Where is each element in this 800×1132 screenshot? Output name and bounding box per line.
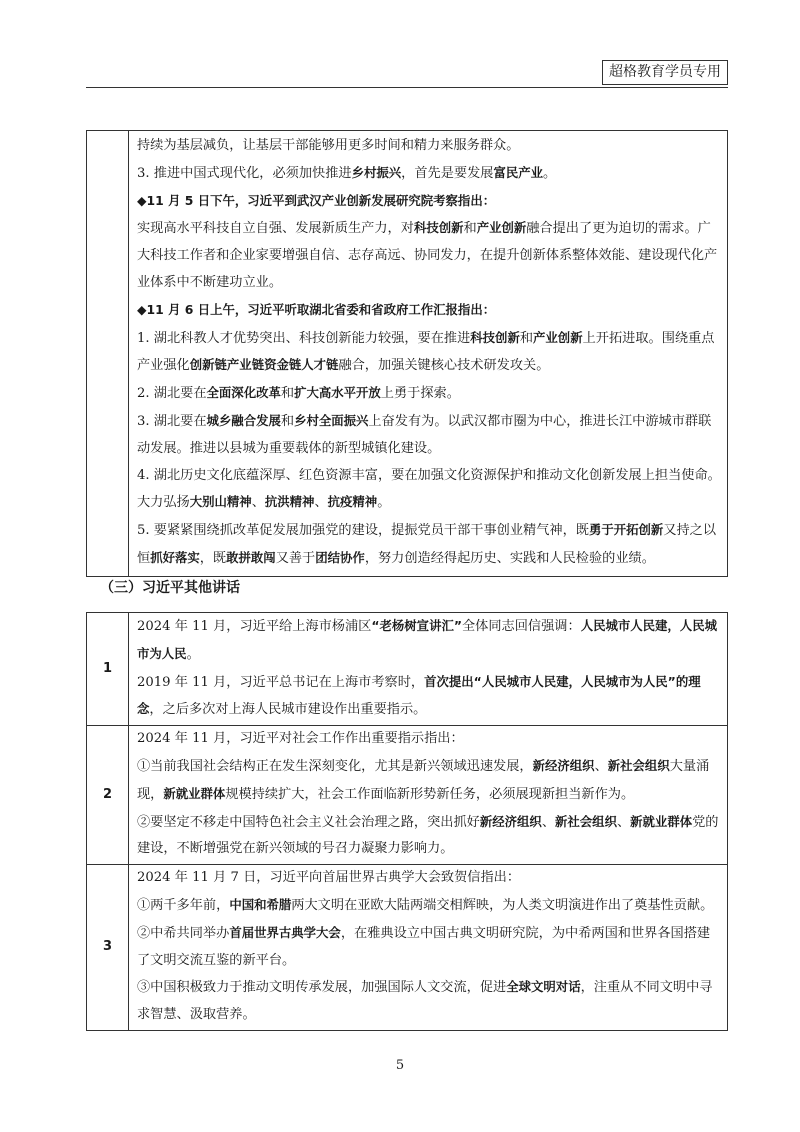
- paragraph: [137, 297, 721, 325]
- bold-text: 新就业群体: [630, 813, 693, 829]
- text-run: 3. 推进中国式现代化，必须加快推进: [137, 165, 352, 181]
- text-run: 2019 年 11 月，习近平总书记在上海市考察时，: [137, 674, 425, 690]
- bold-text: 产业创新: [476, 220, 527, 236]
- text-run: 2. 湖北要在: [137, 386, 207, 402]
- bold-text: 科技创新: [413, 220, 464, 236]
- text-run: 上奋发有为。以武汉都市圈为中心，推进长江中游城市群联动发展。推进以县城为重要载体的新型城镇化建设。: [137, 413, 712, 456]
- bold-text: “老杨树宣讲汇”: [371, 618, 462, 633]
- text-run: ，既: [199, 550, 227, 566]
- text-run: ①两千多年前，: [137, 897, 230, 913]
- text-run: 、: [616, 814, 631, 830]
- text-run: ，之后多次对上海人民城市建设作出重要指示。: [149, 702, 427, 718]
- paragraph: [137, 920, 721, 975]
- text-run: 上开拓进取。围绕重点产业强化: [137, 330, 715, 374]
- bold-text: 富民产业: [493, 164, 544, 180]
- bold-text: 扩大高水平开放: [294, 385, 381, 401]
- text-run: 上勇于探索。: [380, 386, 460, 402]
- bold-text: 乡村振兴: [351, 164, 402, 180]
- text-run: 融合提出了更为迫切的需求。广大科技工作者和企业家要增强自信、志存高远、协同发力，在提升创新体系整体效能、建设现代化产业体系中不断建功立业。: [137, 221, 718, 290]
- text-run: 两大文明在亚欧大陆两端交相辉映，为人类文明演进作出了奠基性贡献。: [291, 897, 714, 913]
- paragraph: [137, 325, 721, 381]
- text-run: 规模持续扩大，社会工作面临新形势新任务，必须展现新担当新作为。: [225, 786, 635, 802]
- bold-text: 首次提出“人民城市人民建，人民城市为人民”的理念: [137, 673, 701, 717]
- bold-text: 大别山精神: [189, 494, 252, 510]
- section-heading: （三）习近平其他讲话: [100, 580, 240, 596]
- text-run: 、: [251, 495, 265, 511]
- paragraph: [137, 809, 721, 864]
- bold-text: 新就业群体: [163, 785, 226, 801]
- bold-text: 人民城市人民建，人民城市为人民: [137, 618, 717, 661]
- bold-text: 首届世界古典学大会: [229, 924, 341, 940]
- text-run: ，首先是要发展: [401, 165, 494, 181]
- table-row: [87, 726, 728, 865]
- table-row: [87, 131, 728, 577]
- paragraph: [137, 463, 721, 518]
- bold-text: 新经济组织: [532, 757, 595, 773]
- text-run: 持续为基层减负，让基层干部能够用更多时间和精力来服务群众。: [137, 138, 520, 153]
- text-run: 5. 要紧紧围绕抓改革促发展加强党的建设，提振党员干部干事创业精气神，既: [137, 523, 589, 539]
- bold-text: 中国和希腊: [229, 896, 292, 912]
- speech-table: [86, 612, 728, 1031]
- text-run: 3. 湖北要在: [137, 413, 207, 429]
- text-run: 融合，加强关键核心技术研发攻关。: [338, 358, 550, 374]
- header-rule: [86, 87, 728, 88]
- paragraph: [137, 974, 721, 1029]
- row-number: 1: [87, 613, 129, 726]
- text-run: 。: [543, 165, 557, 181]
- bold-text: 全面深化改革: [206, 385, 281, 401]
- paragraph: [137, 753, 721, 809]
- paragraph: [137, 613, 721, 669]
- bold-text: 新经济组织: [479, 813, 542, 829]
- table-row: [87, 865, 728, 1031]
- text-run: 实现高水平科技自立自强、发展新质生产力，对: [137, 221, 414, 237]
- bold-text: 全球文明对话: [506, 979, 581, 995]
- text-run: 1. 湖北科教人才优势突出、科技创新能力较强，要在推进: [137, 330, 471, 346]
- row-content: [129, 131, 728, 577]
- text-run: ②要坚定不移走中国特色社会主义社会治理之路，突出抓好: [137, 814, 480, 830]
- policy-table-continued: [86, 130, 728, 577]
- text-run: 和: [463, 221, 477, 237]
- text-run: 又善于: [275, 550, 316, 566]
- text-run: ，注重从不同文明中寻求智慧、汲取营养。: [137, 980, 713, 1023]
- text-run: 2024 年 11 月，习近平给上海市杨浦区: [137, 619, 372, 634]
- text-run: 和: [280, 386, 295, 402]
- paragraph: [137, 726, 721, 753]
- text-run: 全体同志回信强调：: [462, 619, 581, 634]
- paragraph: [137, 160, 721, 188]
- text-run: 2024 年 11 月，习近平对社会工作作出重要指示指出：: [137, 731, 464, 747]
- text-run: 、: [314, 495, 328, 511]
- table-row: [87, 613, 728, 726]
- text-run: ，在雅典设立中国古典文明研究院，为中希两国和世界各国搭建了文明交流互鉴的新平台。: [137, 925, 711, 968]
- bold-text: 产业创新: [533, 329, 583, 345]
- bold-text: 抗洪精神: [264, 494, 315, 510]
- bold-text: 城乡融合发展: [206, 412, 281, 428]
- text-run: 2024 年 11 月 7 日，习近平向首届世界古典学大会致贺信指出：: [137, 870, 521, 886]
- bold-text: 创新链产业链资金链人才链: [189, 357, 339, 373]
- text-run: 。: [186, 646, 200, 662]
- paragraph: [137, 669, 721, 725]
- row-number: 2: [87, 726, 129, 865]
- bold-text: 抗疫精神: [327, 494, 378, 510]
- bold-text: 新社会组织: [555, 813, 617, 829]
- row-number: 3: [87, 865, 129, 1031]
- paragraph: [137, 865, 721, 892]
- text-run: ，努力创造经得起历史、实践和人民检验的业绩。: [364, 550, 655, 566]
- bold-text: 团结协作: [315, 549, 365, 565]
- paragraph: [137, 408, 721, 463]
- row-content: [129, 613, 728, 726]
- text-run: 和: [519, 330, 534, 346]
- text-run: 、: [594, 758, 608, 774]
- text-run: 4. 湖北历史文化底蕴深厚、红色资源丰富，要在加强文化资源保护和推动文化创新发展上担当使命。大力弘扬: [137, 467, 721, 511]
- bold-text: 乡村全面振兴: [294, 412, 369, 428]
- text-run: ③中国积极致力于推动文明传承发展，加强国际人文交流，促进: [137, 980, 507, 996]
- paragraph: [137, 188, 721, 216]
- bold-text: 新社会组织: [607, 757, 670, 773]
- text-run: 党的建设，不断增强党在新兴领域的号召力凝聚力影响力。: [137, 814, 719, 857]
- text-run: ②中希共同举办: [137, 925, 230, 941]
- row-number-cell: [87, 131, 129, 577]
- paragraph: [137, 892, 721, 920]
- row-content: [129, 865, 728, 1031]
- bold-text: 抓好落实: [150, 549, 200, 565]
- page-number: 5: [395, 1058, 405, 1073]
- paragraph: [137, 380, 721, 408]
- bold-text: 勇于开拓创新: [588, 522, 664, 538]
- paragraph: [137, 133, 721, 160]
- header-label: 超格教育学员专用: [602, 60, 728, 85]
- bold-text: 科技创新: [470, 329, 520, 345]
- bold-text: ◆11 月 6 日上午，习近平听取湖北省委和省政府工作汇报指出：: [137, 301, 496, 317]
- text-run: ①当前我国社会结构正在发生深刻变化，尤其是新兴领域迅速发展，: [137, 758, 533, 774]
- text-run: 。: [377, 495, 391, 511]
- paragraph: [137, 517, 721, 573]
- paragraph: [137, 215, 721, 296]
- text-run: 、: [541, 814, 556, 830]
- text-run: 和: [280, 413, 295, 429]
- bold-text: 敢拼敢闯: [226, 549, 276, 565]
- text-run: 大量涌现，: [137, 758, 710, 802]
- bold-text: ◆11 月 5 日下午，习近平到武汉产业创新发展研究院考察指出：: [137, 192, 496, 208]
- text-run: 又持之以恒: [137, 523, 717, 566]
- row-content: [129, 726, 728, 865]
